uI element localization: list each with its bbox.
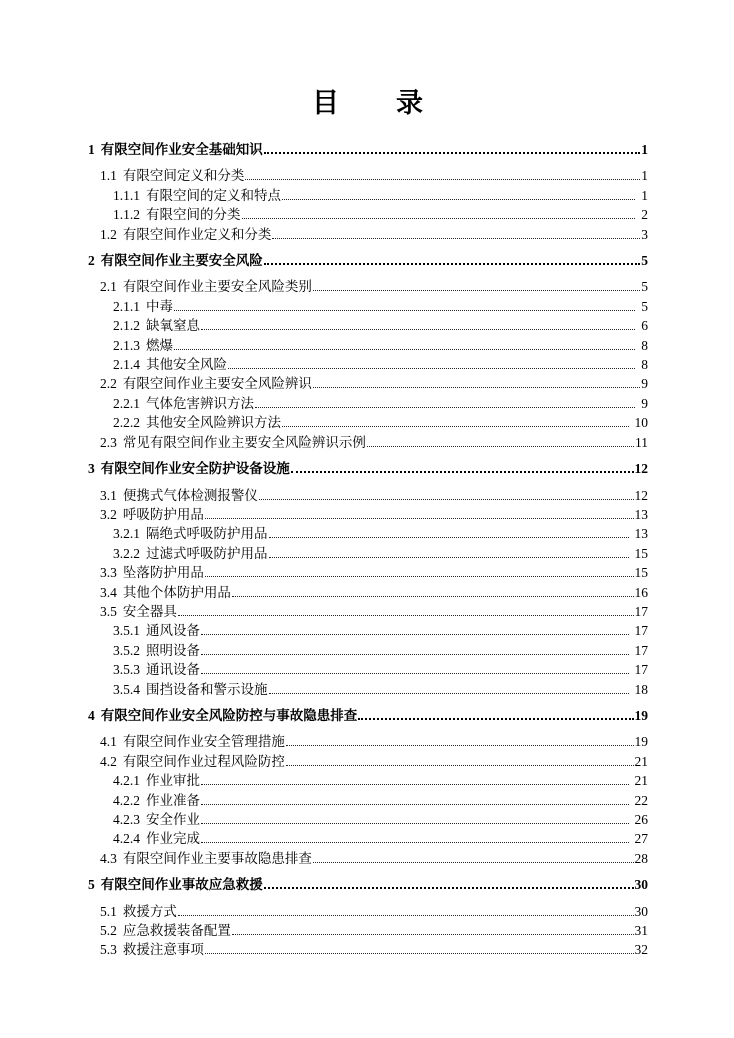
toc-entry-title: 常见有限空间作业主要安全风险辨识示例: [122, 434, 366, 450]
toc-entry-page: 10: [634, 415, 648, 431]
toc-entry-number: 1.1.2: [113, 207, 140, 223]
toc-entry-page: 17: [634, 623, 648, 639]
toc-entry-title: 通讯设备: [146, 662, 200, 678]
toc-entry-page: 13: [634, 506, 648, 522]
toc-entry-title: 有限空间的定义和特点: [146, 187, 281, 203]
toc-entry-number: 3.2.2: [113, 545, 140, 561]
toc-entry-number: 2.1: [100, 279, 117, 295]
dot-leader: [232, 596, 634, 597]
dot-leader: [264, 887, 634, 889]
page-title: 目 录: [312, 88, 424, 118]
toc-entry-number: 4.2.3: [113, 812, 140, 827]
toc-entry[interactable]: [88, 875, 648, 894]
toc-entry-page: 19: [634, 734, 648, 750]
toc-entry-number: 5.1: [100, 903, 117, 919]
dot-leader: [201, 654, 629, 655]
toc-entry-page: 15: [634, 545, 648, 561]
toc-entry-number: 3.3: [100, 565, 117, 581]
toc-entry[interactable]: [88, 583, 648, 602]
toc-entry-number: 3.5.3: [113, 662, 140, 678]
toc-entry-title: 作业完成: [146, 831, 200, 847]
toc-entry-page: 5: [641, 253, 648, 269]
toc-entry-number: 2.2.2: [113, 415, 140, 431]
dot-leader: [178, 915, 634, 916]
toc-entry-number: 3.5.1: [113, 623, 140, 639]
toc-entry-number: 5.3: [100, 942, 117, 958]
toc-entry-title: 有限空间作业主要安全风险类别: [122, 279, 312, 295]
toc-entry-title: 安全作业: [146, 812, 200, 827]
toc-entry-page: 21: [634, 753, 648, 769]
toc-entry-title: 有限空间作业安全管理措施: [122, 734, 285, 750]
toc-entry[interactable]: [88, 563, 648, 582]
toc-entry-number: 4.2.1: [113, 773, 140, 789]
toc-entry-number: 5: [88, 877, 95, 893]
toc-entry-number: 4.3: [100, 850, 117, 866]
toc-entry-title: 有限空间作业安全防护设备设施: [100, 461, 290, 477]
toc-entry-number: 4.2.4: [113, 831, 140, 847]
dot-leader: [201, 673, 629, 674]
toc-entry-title: 有限空间的分类: [146, 207, 241, 223]
toc-entry-page: 11: [635, 434, 648, 450]
toc-entry-number: 2.1.4: [113, 357, 140, 373]
toc-entry-page: 8: [641, 337, 648, 353]
dot-leader: [313, 290, 640, 291]
toc-entry[interactable]: [88, 602, 648, 621]
toc-entry-page: 19: [634, 707, 648, 723]
toc-entry-page: 9: [641, 395, 648, 411]
toc-entry[interactable]: [88, 902, 648, 921]
toc-entry-title: 照明设备: [146, 642, 200, 658]
toc-entry[interactable]: [88, 706, 648, 725]
toc-entry[interactable]: [88, 251, 648, 270]
toc-entry[interactable]: [88, 791, 648, 810]
dot-leader: [174, 310, 635, 311]
toc-entry-number: 4.2.2: [113, 792, 140, 808]
dot-leader: [205, 576, 634, 577]
toc-entry-title: 缺氧窒息: [146, 318, 200, 334]
toc-entry-page: 5: [641, 298, 648, 314]
toc-entry-title: 其他安全风险: [146, 357, 227, 373]
dot-leader: [313, 862, 634, 863]
dot-leader: [286, 765, 634, 766]
toc-entry-title: 作业准备: [146, 792, 200, 808]
toc-entry-number: 2.1.2: [113, 318, 140, 334]
toc-entry-title: 应急救援装备配置: [122, 923, 231, 939]
toc-entry[interactable]: [88, 921, 648, 940]
toc-entry-page: 22: [634, 792, 648, 808]
toc-entry-page: 30: [634, 903, 648, 919]
toc-entry-page: 9: [641, 376, 648, 392]
toc-entry[interactable]: [88, 166, 648, 185]
dot-leader: [201, 784, 629, 785]
dot-leader: [282, 199, 635, 200]
dot-leader: [269, 537, 629, 538]
toc-entry-number: 4: [88, 707, 95, 723]
toc-entry-number: 2: [88, 253, 95, 269]
toc-entry-number: 1: [88, 142, 95, 157]
toc-entry-number: 2.2.1: [113, 395, 140, 411]
toc-entry[interactable]: [88, 505, 648, 524]
toc-entry[interactable]: [88, 225, 648, 244]
toc-entry-title: 救援方式: [122, 903, 177, 919]
toc-entry-number: 2.1.1: [113, 298, 140, 314]
toc-entry[interactable]: [88, 940, 648, 959]
toc-entry-title: 救援注意事项: [122, 942, 204, 958]
dot-leader: [291, 471, 634, 473]
toc-entry-page: 28: [634, 850, 648, 866]
toc-entry[interactable]: [88, 732, 648, 751]
toc-entry-page: 21: [634, 773, 648, 789]
toc-entry-title: 有限空间作业过程风险防控: [122, 753, 285, 769]
dot-leader: [259, 499, 634, 500]
toc-entry[interactable]: [88, 660, 648, 679]
dot-leader: [242, 218, 636, 219]
toc-entry-title: 过滤式呼吸防护用品: [146, 545, 268, 561]
toc-entry-number: 3.5: [100, 603, 117, 619]
toc-entry-page: 5: [641, 279, 648, 295]
dot-leader: [272, 238, 640, 239]
toc-entry-number: 3: [88, 461, 95, 477]
toc-entry-title: 安全器具: [122, 603, 177, 619]
toc-entry-page: 1: [641, 187, 648, 203]
toc-entry-title: 坠落防护用品: [122, 565, 204, 581]
toc-entry-number: 1.1.1: [113, 187, 140, 203]
toc-entry-title: 其他安全风险辨识方法: [146, 415, 281, 431]
toc-entry-page: 3: [641, 226, 648, 242]
toc-entry-title: 便携式气体检测报警仪: [122, 487, 258, 503]
dot-leader: [286, 745, 634, 746]
toc-entry[interactable]: [88, 277, 648, 296]
toc-list: [88, 140, 648, 960]
toc-entry[interactable]: [88, 316, 648, 335]
toc-entry[interactable]: [88, 544, 648, 563]
toc-entry-page: 1: [641, 142, 648, 157]
dot-leader: [358, 718, 633, 720]
toc-entry[interactable]: [88, 524, 648, 543]
toc-entry-title: 有限空间作业安全基础知识: [100, 142, 263, 157]
toc-entry[interactable]: [88, 459, 648, 478]
dot-leader: [174, 349, 635, 350]
toc-entry-page: 12: [634, 461, 648, 477]
toc-entry-number: 5.2: [100, 923, 117, 939]
toc-entry-title: 有限空间作业主要安全风险辨识: [122, 376, 312, 392]
toc-entry-number: 2.1.3: [113, 337, 140, 353]
toc-entry-title: 有限空间作业主要安全风险: [100, 253, 263, 269]
toc-entry-number: 3.5.4: [113, 681, 140, 697]
dot-leader: [313, 387, 640, 388]
toc-entry-page: 17: [634, 603, 648, 619]
dot-leader: [282, 426, 629, 427]
toc-entry-page: 16: [634, 584, 648, 600]
toc-entry[interactable]: [88, 374, 648, 393]
toc-entry-title: 有限空间作业安全风险防控与事故隐患排查: [100, 707, 358, 723]
toc-entry[interactable]: [88, 297, 648, 316]
toc-entry-title: 中毒: [146, 298, 173, 314]
toc-entry-number: 3.5.2: [113, 642, 140, 658]
dot-leader: [269, 557, 629, 558]
toc-entry-title: 其他个体防护用品: [122, 584, 231, 600]
toc-entry-title: 气体危害辨识方法: [146, 395, 254, 411]
toc-entry-title: 有限空间定义和分类: [122, 168, 245, 184]
toc-entry[interactable]: [88, 355, 648, 374]
toc-entry-title: 燃爆: [146, 337, 173, 353]
toc-entry-page: 13: [634, 526, 648, 542]
toc-entry-page: 26: [634, 812, 648, 827]
toc-entry-number: 1.2: [100, 226, 117, 242]
toc-entry-page: 30: [634, 877, 648, 893]
toc-entry-number: 3.2.1: [113, 526, 140, 542]
toc-entry-number: 4.2: [100, 753, 117, 769]
dot-leader: [367, 446, 634, 447]
toc-entry[interactable]: [88, 680, 648, 699]
dot-leader: [205, 518, 634, 519]
toc-entry-page: 1: [641, 168, 648, 184]
dot-leader: [255, 407, 635, 408]
dot-leader: [205, 953, 634, 954]
toc-entry-title: 有限空间作业事故应急救援: [100, 877, 263, 893]
toc-entry[interactable]: [88, 621, 648, 640]
dot-leader: [264, 263, 641, 265]
toc-entry[interactable]: [88, 140, 648, 159]
toc-entry-page: 8: [641, 357, 648, 373]
toc-entry-page: 17: [634, 662, 648, 678]
toc-entry-number: 2.2: [100, 376, 117, 392]
toc-entry-page: 15: [634, 565, 648, 581]
toc-entry-number: 3.2: [100, 506, 117, 522]
toc-entry-title: 作业审批: [146, 773, 200, 789]
toc-entry-page: 18: [634, 681, 648, 697]
toc-entry-title: 呼吸防护用品: [122, 506, 204, 522]
dot-leader: [201, 823, 629, 824]
toc-entry[interactable]: [88, 394, 648, 413]
toc-entry[interactable]: [88, 829, 648, 848]
toc-entry[interactable]: [88, 205, 648, 224]
toc-entry[interactable]: [88, 771, 648, 790]
dot-leader: [201, 842, 629, 843]
dot-leader: [264, 152, 641, 154]
toc-entry[interactable]: [88, 641, 648, 660]
toc-entry-title: 隔绝式呼吸防护用品: [146, 526, 268, 542]
toc-entry[interactable]: [88, 433, 648, 452]
toc-entry-number: 1.1: [100, 168, 117, 184]
toc-entry-number: 3.1: [100, 487, 117, 503]
toc-entry-page: 27: [634, 831, 648, 847]
toc-entry-page: 2: [641, 207, 648, 223]
toc-entry-title: 有限空间作业主要事故隐患排查: [122, 850, 312, 866]
dot-leader: [178, 615, 634, 616]
toc-entry[interactable]: [88, 486, 648, 505]
toc-entry-page: 32: [634, 942, 648, 958]
toc-entry-title: 通风设备: [146, 623, 200, 639]
toc-entry-number: 3.4: [100, 584, 117, 600]
toc-entry-page: 31: [634, 923, 648, 939]
toc-entry[interactable]: [88, 336, 648, 355]
toc-entry[interactable]: [88, 810, 648, 829]
toc-entry[interactable]: [88, 186, 648, 205]
toc-entry[interactable]: [88, 752, 648, 771]
dot-leader: [245, 179, 640, 180]
toc-entry[interactable]: [88, 413, 648, 432]
dot-leader: [201, 329, 635, 330]
dot-leader: [201, 804, 629, 805]
toc-entry-page: 6: [641, 318, 648, 334]
dot-leader: [228, 368, 635, 369]
toc-entry-number: 2.3: [100, 434, 117, 450]
dot-leader: [232, 934, 634, 935]
toc-entry[interactable]: [88, 849, 648, 868]
toc-entry-page: 17: [634, 642, 648, 658]
dot-leader: [201, 634, 629, 635]
toc-entry-number: 4.1: [100, 734, 117, 750]
toc-entry-title: 有限空间作业定义和分类: [122, 226, 272, 242]
dot-leader: [269, 693, 629, 694]
toc-entry-page: 12: [634, 487, 648, 503]
toc-entry-title: 围挡设备和警示设施: [146, 681, 268, 697]
